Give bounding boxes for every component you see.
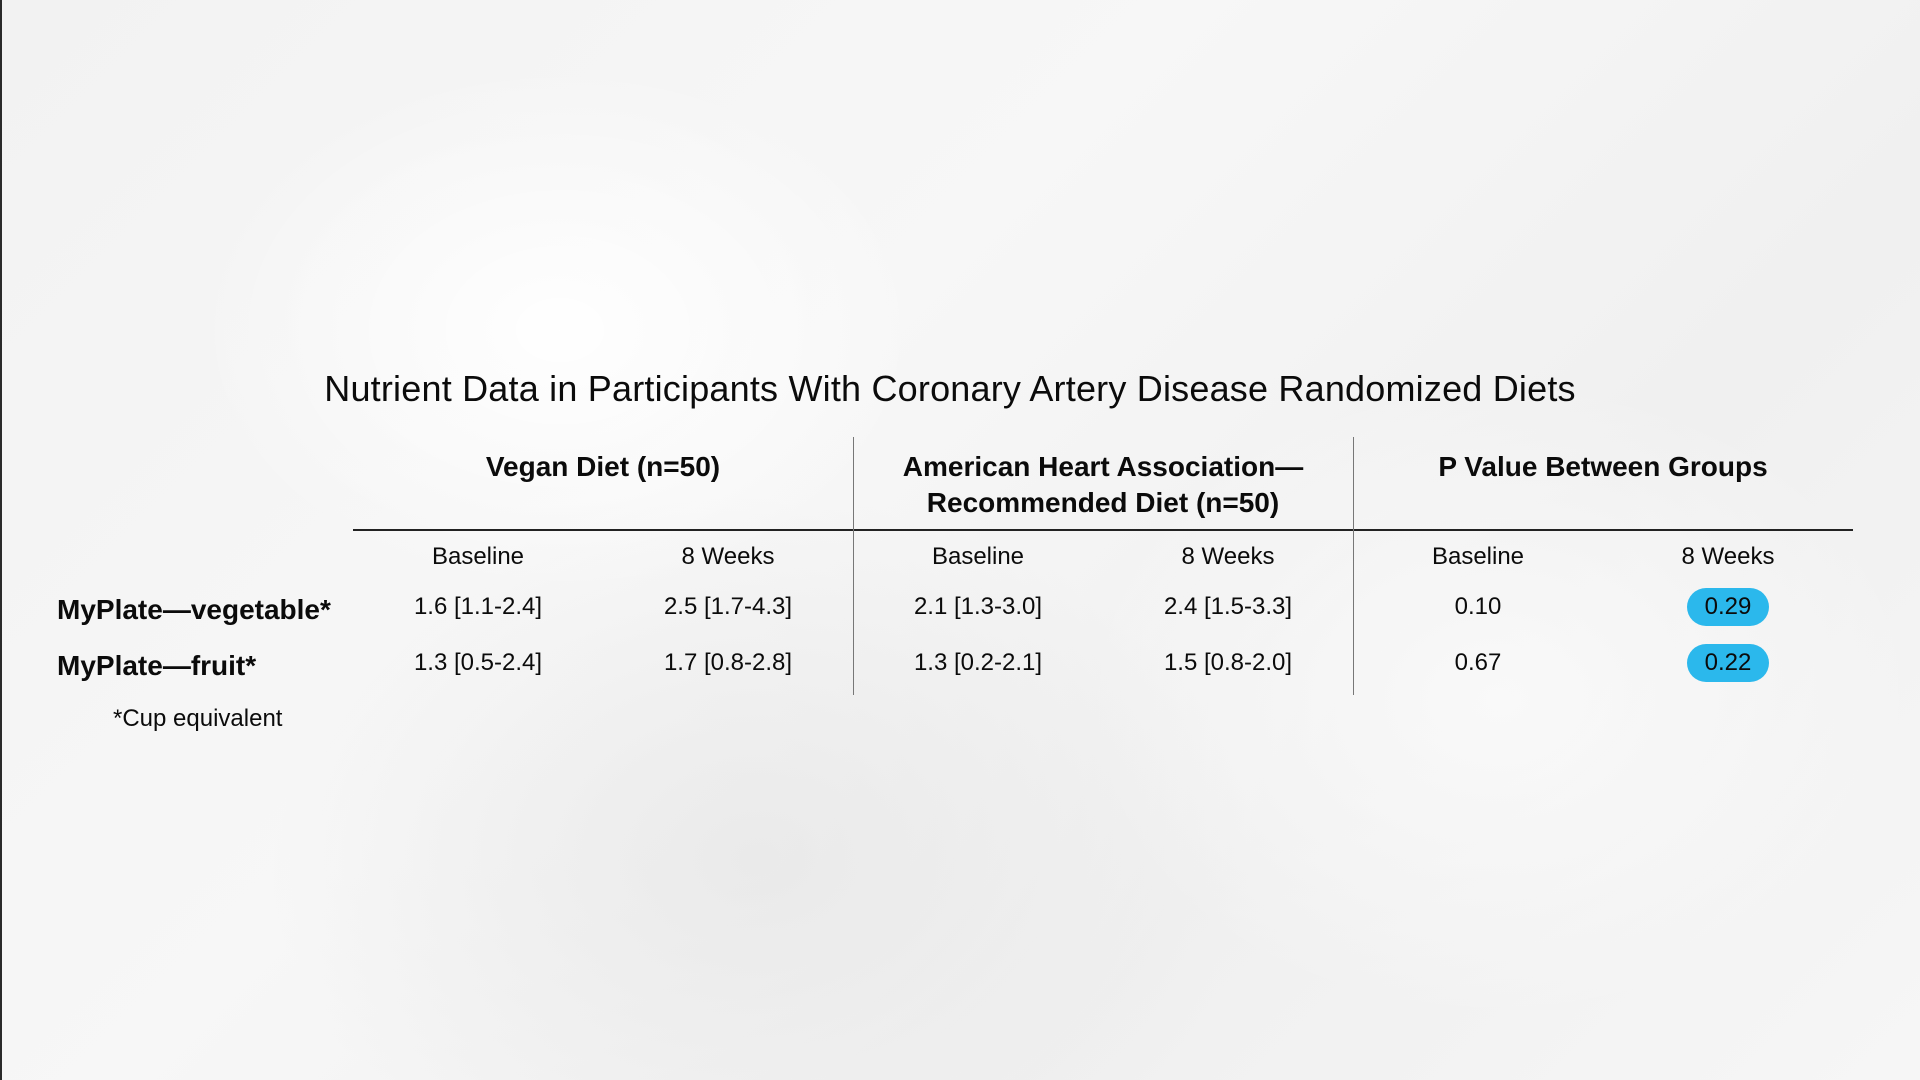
window-left-edge <box>0 0 2 1080</box>
subheader-aha-8weeks: 8 Weeks <box>1181 543 1275 570</box>
cell-vegetable-p-baseline: 0.10 <box>1454 593 1502 620</box>
subheader-vegan-baseline: Baseline <box>431 543 525 570</box>
cell-fruit-p-baseline: 0.67 <box>1454 649 1502 676</box>
header-p-value: P Value Between Groups <box>1438 451 1768 482</box>
subheader-p-8weeks: 8 Weeks <box>1681 543 1775 570</box>
footnote: *Cup equivalent <box>113 705 283 732</box>
cell-vegetable-aha-baseline: 2.1 [1.3-3.0] <box>913 593 1043 620</box>
header-aha-diet <box>853 449 1353 521</box>
header-vegan-diet: Vegan Diet (n=50) <box>485 451 721 482</box>
cell-fruit-vegan-8weeks: 1.7 [0.8-2.8] <box>663 649 793 676</box>
header-rule <box>353 529 1853 531</box>
subheader-vegan-8weeks: 8 Weeks <box>681 543 775 570</box>
highlight-pill-vegetable: 0.29 <box>1687 588 1770 626</box>
row-label-fruit: MyPlate—fruit* <box>57 650 257 681</box>
cell-vegetable-p-8weeks <box>1603 588 1853 626</box>
cell-fruit-aha-8weeks: 1.5 [0.8-2.0] <box>1163 649 1293 676</box>
cell-vegetable-vegan-8weeks: 2.5 [1.7-4.3] <box>663 593 793 620</box>
cell-fruit-p-8weeks <box>1603 644 1853 682</box>
cell-fruit-aha-baseline: 1.3 [0.2-2.1] <box>913 649 1043 676</box>
cell-vegetable-vegan-baseline: 1.6 [1.1-2.4] <box>413 593 543 620</box>
header-aha-line2: Recommended Diet (n=50) <box>926 487 1280 518</box>
subheader-aha-baseline: Baseline <box>931 543 1025 570</box>
header-aha-line1: American Heart Association— <box>902 451 1304 482</box>
row-label-vegetable: MyPlate—vegetable* <box>57 594 331 625</box>
cell-vegetable-aha-8weeks: 2.4 [1.5-3.3] <box>1163 593 1293 620</box>
cell-fruit-vegan-baseline: 1.3 [0.5-2.4] <box>413 649 543 676</box>
highlight-pill-fruit: 0.22 <box>1687 644 1770 682</box>
slide-title: Nutrient Data in Participants With Coronary Artery Disease Randomized Diets <box>324 368 1576 409</box>
subheader-p-baseline: Baseline <box>1431 543 1525 570</box>
